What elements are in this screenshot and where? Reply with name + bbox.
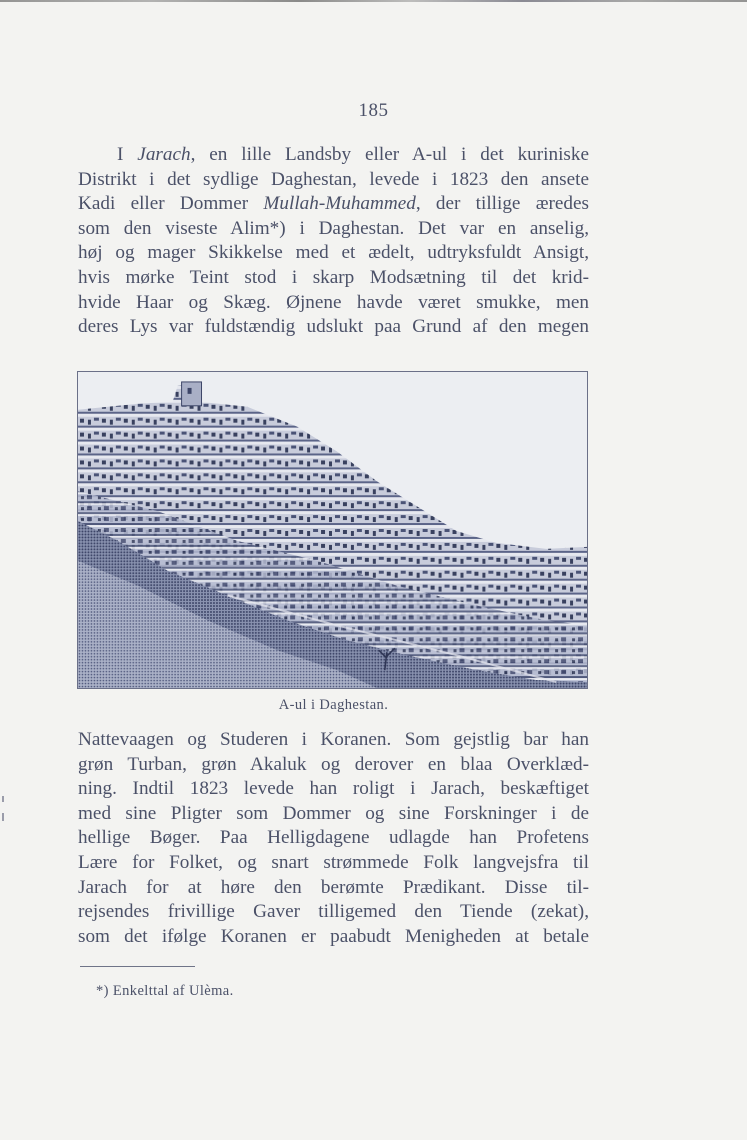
text-line xyxy=(78,826,589,851)
text-line xyxy=(78,876,589,901)
text-line xyxy=(78,217,589,242)
text-line xyxy=(78,168,589,193)
text-run: Nattevaagen og Studeren i Koranen. Som gejstlig bar han xyxy=(78,729,589,750)
text-run: som den viseste Alim*) i Daghestan. Det var en anselig, xyxy=(78,217,589,239)
text-run: hellige Bøger. Paa Helligdagene udlagde han Profetens xyxy=(78,827,589,849)
text-run: Lære for Folket, og snart strømmede Folk langvejsfra til xyxy=(78,851,589,873)
text-run: , der tillige æredes xyxy=(415,193,589,215)
text-line xyxy=(78,266,589,291)
paragraph-2 xyxy=(78,728,589,949)
text-run: Kadi eller Dommer xyxy=(78,193,264,215)
text-line xyxy=(78,143,589,168)
text-line xyxy=(78,753,589,778)
text-line xyxy=(78,315,589,340)
italic-name: Jarach xyxy=(137,144,191,165)
text-run: som det ifølge Koranen er paabudt Menigheden at betale xyxy=(78,925,589,947)
figure-caption: A-ul i Daghestan. xyxy=(278,697,389,713)
page-number: 185 xyxy=(358,100,389,121)
text-line xyxy=(78,291,589,316)
text-line xyxy=(78,851,589,876)
italic-name: Mullah-Muhammed xyxy=(263,193,416,215)
text-line xyxy=(78,728,589,753)
text-run: deres Lys var fuldstændig udslukt paa Grund af den megen xyxy=(78,316,589,338)
text-run: hvis mørke Teint stod i skarp Modsætning til det krid- xyxy=(78,266,589,288)
scan-mark xyxy=(2,813,4,821)
text-line xyxy=(78,900,589,925)
text-run: Distrikt i det sydlige Daghestan, levede i 1823 den ansete xyxy=(78,168,589,190)
text-run: rejsendes frivillige Gaver tilligemed den Tiende (zekat), xyxy=(78,901,589,923)
village-photo-illustration xyxy=(78,372,587,688)
figure-photo xyxy=(77,371,588,689)
text-run: ning. Indtil 1823 levede han roligt i Jarach, beskæftiget xyxy=(78,778,589,800)
text-line xyxy=(78,192,589,217)
scan-mark xyxy=(2,796,4,802)
footnote: *) Enkelttal af Ulèma. xyxy=(96,983,234,999)
paragraph-1 xyxy=(78,143,589,340)
text-line xyxy=(78,925,589,950)
text-run: grøn Turban, grøn Akaluk og derover en blaa Overklæd- xyxy=(78,753,589,775)
text-run: med sine Pligter som Dommer og sine Forskninger i de xyxy=(78,802,589,824)
text-run: høj og mager Skikkelse med et ædelt, udtryksfuldt Ansigt, xyxy=(78,242,589,264)
footnote-divider xyxy=(80,966,195,967)
text-line xyxy=(78,241,589,266)
text-run: I xyxy=(117,144,138,165)
text-run: , en lille Landsby eller A-ul i det kuriniske xyxy=(190,144,590,165)
text-line xyxy=(78,802,589,827)
scan-top-edge xyxy=(0,0,747,2)
text-run: hvide Haar og Skæg. Øjnene havde været smukke, men xyxy=(78,291,589,313)
text-run: Jarach for at høre den berømte Prædikant. Disse til- xyxy=(78,876,589,898)
text-line xyxy=(78,777,589,802)
